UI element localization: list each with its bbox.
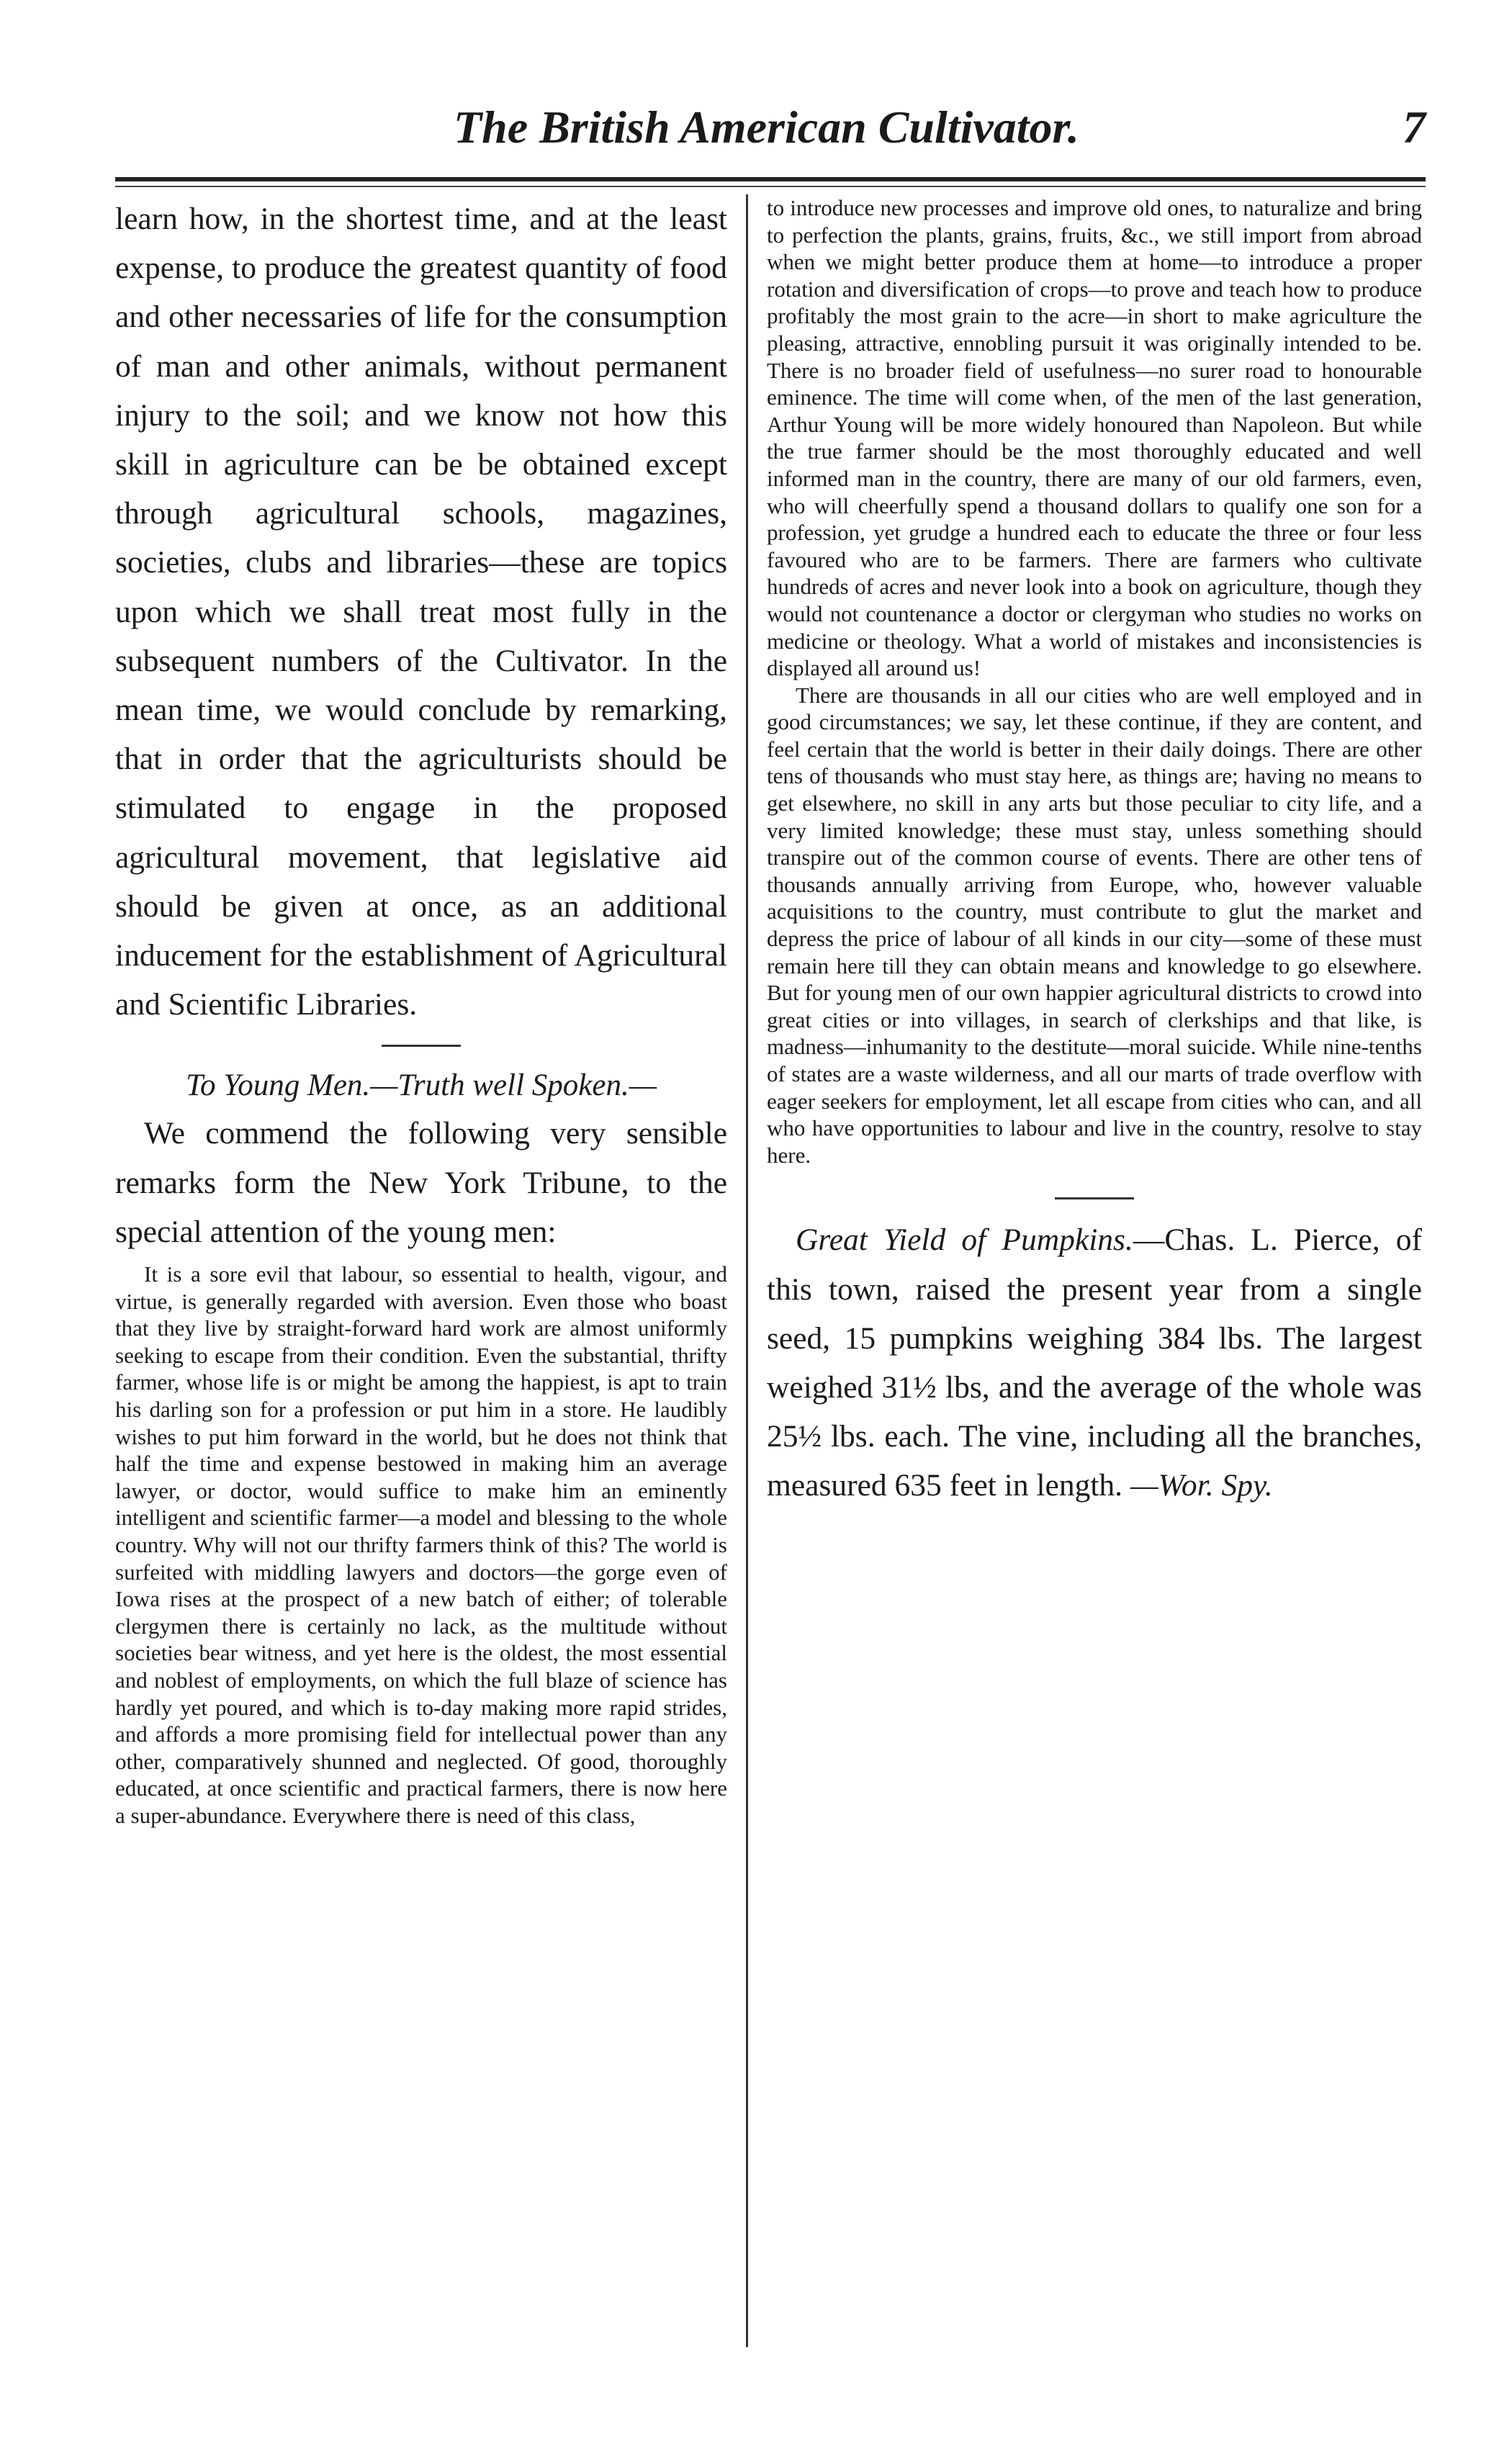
header-rule	[115, 177, 1426, 181]
page-number: 7	[1403, 102, 1426, 153]
page-header	[115, 101, 1426, 166]
pumpkin-article-text: —Chas. L. Pierce, of this town, raised the present year from a single seed, 15 pumpkins weighing 384 lbs. The largest weighed 31½ lbs, and the average of the whole was 25½ lbs. each. The vine, including all the branches, measured 635 feet in length.	[767, 1223, 1422, 1503]
column-divider	[746, 194, 748, 2347]
pumpkin-article-source: —Wor. Spy.	[1130, 1468, 1273, 1503]
pumpkin-article-title: Great Yield of Pumpkins.	[796, 1223, 1133, 1258]
header-rule-thin	[115, 186, 1426, 187]
quoted-text: It is a sore evil that labour, so essential to health, vigour, and virtue, is generally regarded with aversion. Even those who boast that they live by straight-forward hard work are almost uniformly seeking to escape from their condition. Even the substantial, thrifty farmer, whose life is or might be among the happiest, is apt to train his darling son for a profession or put him in a store. He laudibly wishes to put him forward in the world, but he does not think that half the time and expense bestowed in making him an average lawyer, or doctor, would suffice to make him an eminently intelligent and scientific farmer—a model and blessing to the whole country. Why will not our thrifty farmers think of this? The world is surfeited with middling lawyers and doctors—the gorge even of Iowa rises at the prospect of a new batch of either; of tolerable clergymen there is certainly no lack, as the multitude without societies bear witness, and yet here is the oldest, the most essential and noblest of employments, on which the full blaze of science has hardly yet poured, and which is to-day making more rapid strides, and affords a more promising field for intellectual power than any other, comparatively shunned and neglected. Of good, thoroughly educated, at once scientific and practical farmers, there is now here a super-abundance. Everywhere there is need of this class,	[115, 1261, 727, 1828]
right-column	[767, 194, 1422, 2412]
article-heading: To Young Men.—Truth well Spoken.—	[186, 1068, 657, 1103]
article-intro: We commend the following very sensible remarks form the New York Tribune, to the special attention of the young men:	[115, 1116, 727, 1249]
quoted-text-paragraph: There are thousands in all our cities who are well employed and in good circumstances; we say, let these continue, if they are content, and feel certain that the world is better in their daily doings. There are other tens of thousands who must stay here, as things are; having no means to get elsewhere, no skill in any arts but those peculiar to city life, and a very limited knowledge; these must stay, unless something should transpire out of the common course of events. There are other tens of thousands annually arriving from Europe, who, however valuable acquisitions to the country, must contribute to glut the market and depress the price of labour of all kinds in our city—some of these must remain here till they can obtain means and knowledge to go elsewhere. But for young men of our own happier agricultural districts to crowd into great cities or into villages, in search of clerkships and that like, is madness—inhumanity to the destitute—moral suicide. While nine-tenths of states are a waste wilderness, and all our marts of trade overflow with eager seekers for employment, let all escape from cities who can, and all who have opportunities to labour and live in the country, resolve to stay here.	[767, 682, 1422, 1168]
section-divider	[1055, 1197, 1134, 1199]
publication-title: The British American Cultivator.	[454, 102, 1079, 153]
section-divider	[382, 1045, 461, 1047]
pumpkin-article	[767, 1215, 1422, 1510]
left-column	[115, 194, 727, 2412]
quoted-text-continued: to introduce new processes and improve old ones, to naturalize and bring to perfection the plants, grains, fruits, &c., we still import from abroad when we might better produce them at home—to introduce a proper rotation and diversification of crops—to prove and teach how to produce profitably the most grain to the acre—in short to make agriculture the pleasing, attractive, ennobling pursuit it was originally intended to be. There is no broader field of usefulness—no surer road to honourable eminence. The time will come when, of the men of the last generation, Arthur Young will be more widely honoured than Napoleon. But while the true farmer should be the most thoroughly educated and well informed man in the country, there are many of our old farmers, even, who will cheerfully spend a thousand dollars to qualify one son for a profession, yet grudge a hundred each to educate the three or four less favoured who are to be farmers. There are farmers who cultivate hundreds of acres and never look into a book on agriculture, though they would not countenance a doctor or clergyman who studies no works on medicine or theology. What a world of mistakes and inconsistencies is displayed all around us!	[767, 195, 1422, 681]
article-paragraph: learn how, in the shortest time, and at the least expense, to produce the greatest quantity of food and other necessaries of life for the consumption of man and other animals, without permanent injury to the soil; and we know not how this skill in agriculture can be be obtained except through agricultural schools, magazines, societies, clubs and libraries—these are topics upon which we shall treat most fully in the subsequent numbers of the Cultivator. In the mean time, we would conclude by remarking, that in order that the agriculturists should be stimulated to engage in the proposed agricultural movement, that legislative aid should be given at once, as an additional inducement for the establishment of Agricultural and Scientific Libraries.	[115, 202, 727, 1022]
